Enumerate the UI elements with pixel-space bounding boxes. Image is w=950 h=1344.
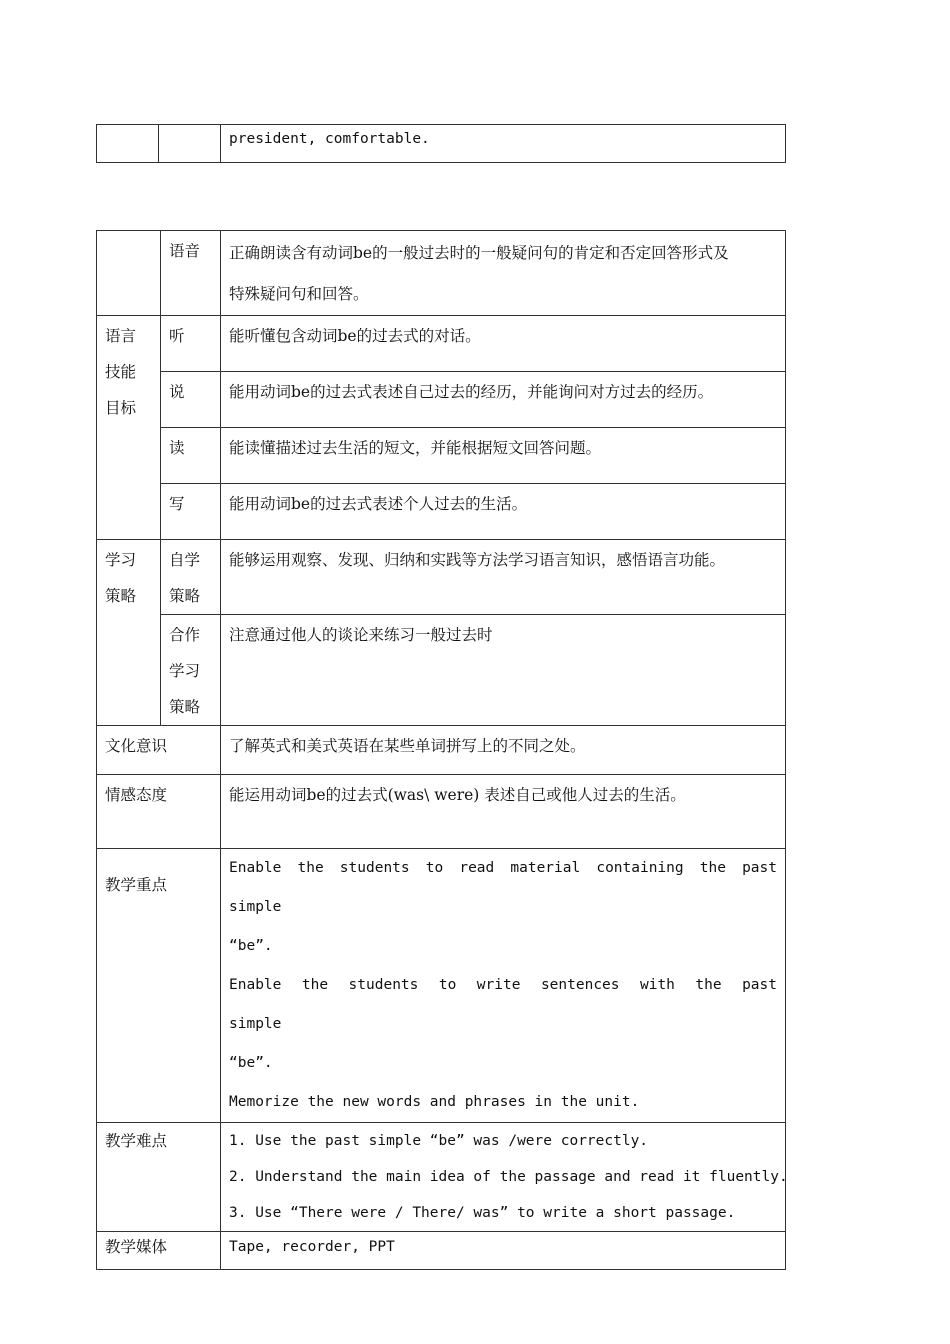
listening-label: 听 bbox=[169, 327, 185, 345]
media-text: Tape, recorder, PPT bbox=[229, 1239, 395, 1255]
row-listening bbox=[97, 316, 786, 372]
culture-text: 了解英式和美式英语在某些单词拼写上的不同之处。 bbox=[229, 737, 586, 755]
row-media bbox=[97, 1232, 786, 1270]
row-key-points bbox=[97, 849, 786, 1123]
speaking-label: 说 bbox=[169, 383, 185, 401]
writing-text: 能用动词be的过去式表述个人过去的生活。 bbox=[229, 495, 528, 513]
row-pronunciation bbox=[97, 231, 786, 316]
culture-label: 文化意识 bbox=[105, 737, 168, 755]
writing-label: 写 bbox=[169, 495, 185, 513]
pronunciation-line: 正确朗读含有动词be的一般过去时的一般疑问句的肯定和否定回答形式及 bbox=[229, 244, 729, 262]
key-point-line: Enable the students to read material containing the past simple bbox=[229, 860, 777, 915]
strategy-group-line: 学习 bbox=[105, 551, 137, 569]
vocab-cell bbox=[221, 125, 786, 163]
self-study-text: 能够运用观察、发现、归纳和实践等方法学习语言知识，感悟语言功能。 bbox=[229, 551, 726, 569]
skill-group-line: 目标 bbox=[105, 399, 137, 417]
difficulty-line: 3. Use “There were / There/ was” to write a short passage. bbox=[229, 1205, 736, 1221]
row-reading bbox=[97, 428, 786, 484]
cooperative-label-line: 策略 bbox=[169, 698, 201, 716]
empty-cell bbox=[97, 125, 159, 163]
key-point-line: “be”. bbox=[229, 1055, 273, 1071]
top-table bbox=[96, 124, 786, 163]
difficulties-text bbox=[221, 1123, 788, 1231]
skill-group-line: 技能 bbox=[105, 363, 137, 381]
attitude-text: 能运用动词be的过去式(was\ were) 表述自己或他人过去的生活。 bbox=[229, 786, 686, 804]
empty-cell bbox=[97, 231, 161, 316]
reading-text: 能读懂描述过去生活的短文，并能根据短文回答问题。 bbox=[229, 439, 602, 457]
pronunciation-text bbox=[221, 231, 785, 315]
difficulties-label: 教学难点 bbox=[105, 1132, 168, 1150]
cooperative-label-line: 合作 bbox=[169, 626, 201, 644]
attitude-label: 情感态度 bbox=[105, 786, 168, 804]
empty-cell bbox=[159, 125, 221, 163]
row-difficulties bbox=[97, 1123, 786, 1232]
row-cooperative bbox=[97, 615, 786, 726]
key-points-text bbox=[221, 849, 785, 1122]
row-culture bbox=[97, 726, 786, 775]
self-study-label-line: 策略 bbox=[169, 587, 201, 605]
row-attitude bbox=[97, 775, 786, 849]
skill-group-cell bbox=[97, 316, 161, 540]
self-study-label-line: 自学 bbox=[169, 551, 201, 569]
speaking-text: 能用动词be的过去式表述自己过去的经历，并能询问对方过去的经历。 bbox=[229, 383, 714, 401]
listening-text: 能听懂包含动词be的过去式的对话。 bbox=[229, 327, 481, 345]
objectives-table bbox=[96, 230, 786, 1270]
skill-group-line: 语言 bbox=[105, 327, 137, 345]
key-point-line: Enable the students to write sentences with the past simple bbox=[229, 977, 777, 1032]
difficulty-line: 1. Use the past simple “be” was /were correctly. bbox=[229, 1133, 649, 1149]
cooperative-text: 注意通过他人的谈论来练习一般过去时 bbox=[229, 626, 493, 644]
self-study-label bbox=[161, 540, 220, 614]
vocab-tail-text: president, comfortable. bbox=[229, 131, 430, 147]
pronunciation-label: 语音 bbox=[169, 242, 201, 260]
skill-group-label bbox=[97, 316, 160, 426]
row-self-study bbox=[97, 540, 786, 615]
cooperative-label bbox=[161, 615, 220, 725]
strategy-group-line: 策略 bbox=[105, 587, 137, 605]
strategy-group-label bbox=[97, 540, 160, 614]
key-point-line: Memorize the new words and phrases in the unit. bbox=[229, 1094, 640, 1110]
row-writing bbox=[97, 484, 786, 540]
media-label: 教学媒体 bbox=[105, 1238, 168, 1256]
difficulty-line: 2. Understand the main idea of the passage and read it fluently. bbox=[229, 1169, 788, 1185]
row-speaking bbox=[97, 372, 786, 428]
strategy-group-cell bbox=[97, 540, 161, 726]
reading-label: 读 bbox=[169, 439, 185, 457]
cooperative-label-line: 学习 bbox=[169, 662, 201, 680]
key-point-line: “be”. bbox=[229, 938, 273, 954]
pronunciation-line: 特殊疑问句和回答。 bbox=[229, 285, 369, 303]
key-points-label: 教学重点 bbox=[105, 876, 168, 894]
